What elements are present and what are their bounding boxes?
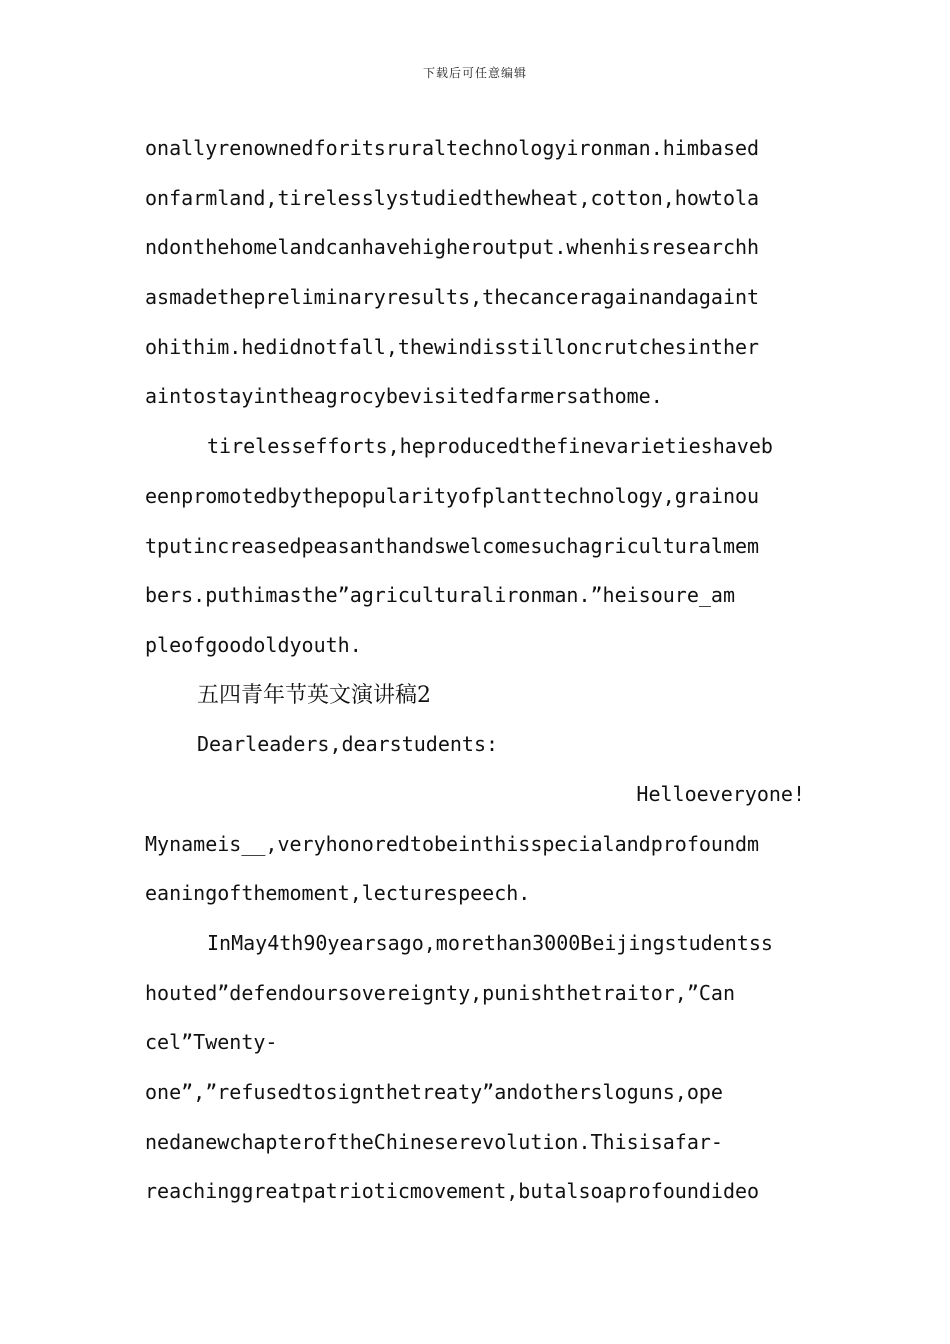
- paragraph-start: InMay4th90yearsago,morethan3000Beijingstudentss: [207, 931, 773, 955]
- text-line: eenpromotedbythepopularityofplanttechnology,grainou: [145, 483, 760, 508]
- paragraph-start: tirelessefforts,heproducedthefinevarietieshaveb: [207, 434, 773, 459]
- text-line: onallyrenownedforitsruraltechnologyironman.himbased: [145, 136, 760, 160]
- section-heading: 五四青年节英文演讲稿2: [197, 682, 431, 708]
- text-line: one”,”refusedtosignthetreaty”andothersloguns,ope: [145, 1080, 723, 1105]
- text-line: nedanewchapteroftheChineserevolution.Thisisafar-: [145, 1129, 723, 1154]
- text-line: houted”defendoursovereignty,punishthetraitor,”Can: [145, 980, 736, 1005]
- text-line: pleofgoodoldyouth.: [145, 632, 362, 657]
- text-line: Mynameis__,veryhonoredtobeinthisspecialandprofoundm: [145, 831, 760, 856]
- page-header: 下载后可任意编辑: [422, 66, 527, 80]
- document-body: [145, 124, 815, 1217]
- text-line: onfarmland,tirelesslystudiedthewheat,cotton,howtola: [145, 185, 760, 210]
- text-line: eaningofthemoment,lecturespeech.: [145, 881, 531, 906]
- greeting: Helloeveryone!: [636, 781, 805, 806]
- text-line: asmadethepreliminaryresults,thecanceragainandagaint: [145, 285, 760, 310]
- text-line: tputincreasedpeasanthandswelcomesuchagriculturalmem: [145, 533, 760, 558]
- text-line: aintostayintheagrocybevisitedfarmersathome.: [145, 384, 663, 409]
- text-line: ndonthehomelandcanhavehigheroutput.whenhisresearchh: [145, 235, 760, 260]
- salutation: Dearleaders,dearstudents:: [197, 732, 499, 757]
- text-line: ohithim.hedidnotfall,thewindisstilloncrutchesinther: [145, 334, 760, 359]
- text-line: cel”Twenty-: [145, 1030, 278, 1055]
- text-line: bers.puthimasthe”agriculturalironman.”heisoure_am: [145, 583, 736, 608]
- text-line: reachinggreatpatrioticmovement,butalsoaprofoundideo: [145, 1179, 760, 1204]
